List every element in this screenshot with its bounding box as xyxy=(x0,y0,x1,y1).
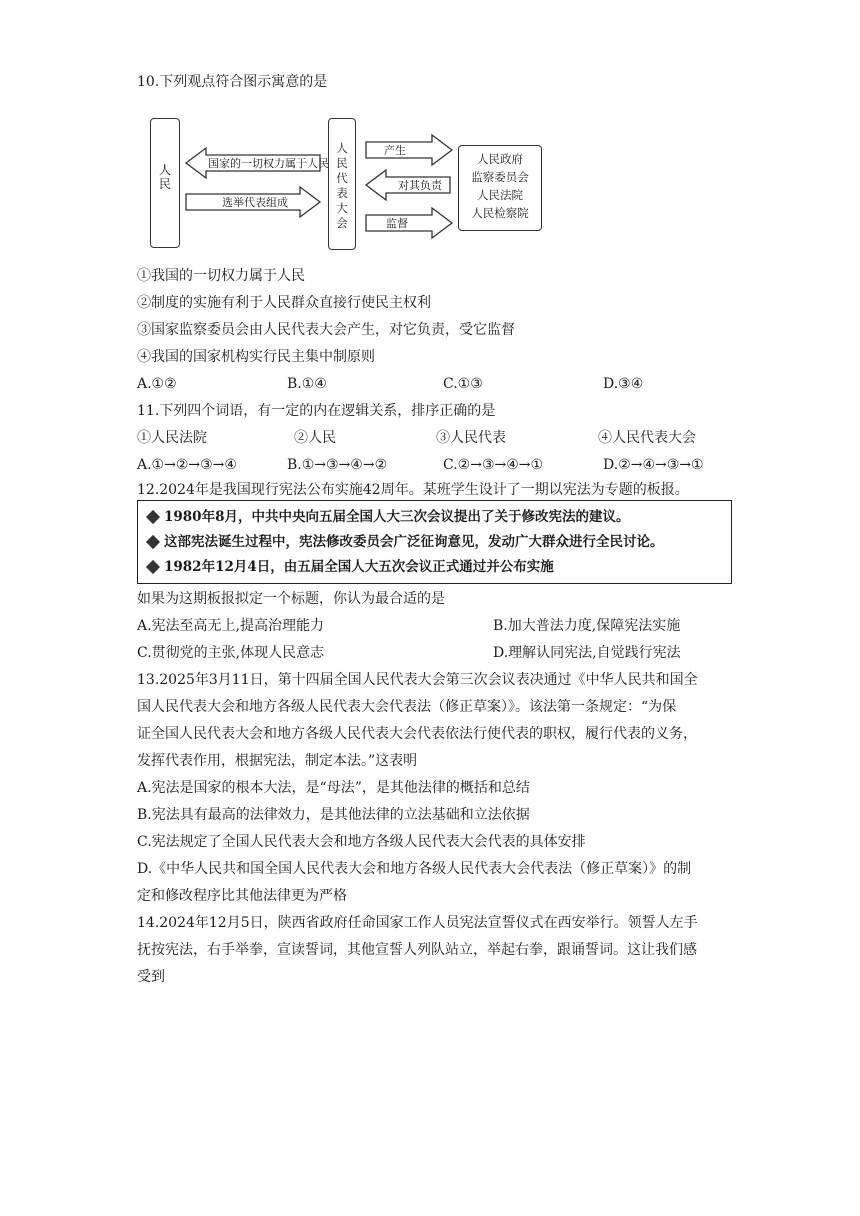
q10-statement-4: ④我国的国家机构实行民主集中制原则 xyxy=(137,349,375,365)
label-produce: 产生 xyxy=(384,144,406,157)
q11-option-a[interactable]: A.①→②→③→④ xyxy=(137,457,237,473)
q12-option-c[interactable]: C.贯彻党的主张,体现人民意志 xyxy=(137,645,325,661)
q10-option-a[interactable]: A.①② xyxy=(137,376,177,392)
q10-diagram xyxy=(140,108,560,268)
board-item-3-text: 1982年12月4日，由五届全国人大五次会议正式通过并公布实施 xyxy=(164,559,554,575)
label-responsible: 对其负责 xyxy=(398,179,442,192)
diamond-bullet-icon xyxy=(146,534,160,548)
q14-stem-line: 14.2024年12月5日，陕西省政府任命国家工作人员宪法宣誓仪式在西安举行。领誓人左手 xyxy=(137,915,698,931)
q10-option-d[interactable]: D.③④ xyxy=(603,376,644,392)
q13-option-a[interactable]: A.宪法是国家的根本大法，是“母法”，是其他法律的概括和总结 xyxy=(137,780,530,796)
q11-option-b[interactable]: B.①→③→④→② xyxy=(287,457,388,473)
q13-option-c[interactable]: C.宪法规定了全国人民代表大会和地方各级人民代表大会代表的具体安排 xyxy=(137,834,586,850)
board-item-3 xyxy=(148,557,554,577)
q12-stem: 12.2024年是我国现行宪法公布实施42周年。某班学生设计了一期以宪法为专题的板报。 xyxy=(137,482,689,498)
q12-option-b[interactable]: B.加大普法力度,保障宪法实施 xyxy=(493,618,681,634)
q11-option-c[interactable]: C.②→③→④→① xyxy=(443,457,544,473)
q12-question: 如果为这期板报拟定一个标题，你认为最合适的是 xyxy=(137,591,445,607)
board-item-2 xyxy=(148,532,664,552)
arrow-produce xyxy=(366,135,452,165)
q11-stem: 11.下列四个词语，有一定的内在逻辑关系，排序正确的是 xyxy=(137,403,496,419)
diamond-bullet-icon xyxy=(146,509,160,523)
organ-line: 监察委员会 xyxy=(471,170,529,184)
q13-stem-line: 国人民代表大会和地方各级人民代表大会代表法（修正草案）》。该法第一条规定：“为保 xyxy=(137,699,677,715)
q11-word-1: ①人民法院 xyxy=(137,430,207,446)
blackboard-box xyxy=(137,500,732,584)
q13-option-d[interactable]: D.《中华人民共和国全国人民代表大会和地方各级人民代表大会代表法（修正草案）》的制 xyxy=(137,861,692,877)
q11-word-2: ②人民 xyxy=(294,430,336,446)
label-elect: 选举代表组成 xyxy=(222,196,288,209)
q13-stem-line: 证全国人民代表大会和地方各级人民代表大会代表依法行使代表的职权，履行代表的义务， xyxy=(137,726,697,742)
q10-statement-1: ①我国的一切权力属于人民 xyxy=(137,268,305,284)
q10-statement-3: ③国家监察委员会由人民代表大会产生，对它负责，受它监督 xyxy=(137,322,515,338)
q13-option-b[interactable]: B.宪法具有最高的法律效力，是其他法律的立法基础和立法依据 xyxy=(137,807,530,823)
q10-statement-2: ②制度的实施有利于人民群众直接行使民主权利 xyxy=(137,295,431,311)
q11-option-d[interactable]: D.②→④→③→① xyxy=(603,457,704,473)
board-item-1 xyxy=(148,507,629,527)
q11-word-4: ④人民代表大会 xyxy=(598,430,696,446)
organ-line: 人民政府 xyxy=(477,152,523,166)
people-box-label: 人民 xyxy=(158,163,171,191)
q13-option-d-cont: 定和修改程序比其他法律更为严格 xyxy=(137,888,347,904)
organ-line: 人民检察院 xyxy=(471,206,529,220)
arrow-supervise xyxy=(366,208,452,238)
q10-stem: 10.下列观点符合图示寓意的是 xyxy=(137,74,328,90)
q10-option-c[interactable]: C.①③ xyxy=(443,376,483,392)
q13-stem-line: 13.2025年3月11日，第十四届全国人民代表大会第三次会议表决通过《中华人民共和国全 xyxy=(137,672,698,688)
diamond-bullet-icon xyxy=(146,559,160,573)
label-supervise: 监督 xyxy=(386,217,408,230)
organ-line: 人民法院 xyxy=(477,188,523,202)
q10-option-b[interactable]: B.①④ xyxy=(287,376,327,392)
label-power-belongs: 国家的一切权力属于人民 xyxy=(208,157,329,170)
board-item-1-text: 1980年8月，中共中央向五届全国人大三次会议提出了关于修改宪法的建议。 xyxy=(164,509,630,525)
q12-option-d[interactable]: D.理解认同宪法,自觉践行宪法 xyxy=(493,645,681,661)
q11-word-3: ③人民代表 xyxy=(436,430,506,446)
q14-stem-line: 受到 xyxy=(137,969,165,985)
diagram-arrows xyxy=(140,108,560,268)
q14-stem-line: 抚按宪法，右手举拳，宣读誓词，其他宣誓人列队站立，举起右拳，跟诵誓词。这让我们感 xyxy=(137,942,697,958)
board-item-2-text: 这部宪法诞生过程中，宪法修改委员会广泛征询意见，发动广大群众进行全民讨论。 xyxy=(164,534,664,550)
npc-box-label: 人民代表大会 xyxy=(336,141,348,230)
q12-option-a[interactable]: A.宪法至高无上,提高治理能力 xyxy=(137,618,325,634)
q13-stem-line: 发挥代表作用，根据宪法，制定本法。”这表明 xyxy=(137,753,418,769)
